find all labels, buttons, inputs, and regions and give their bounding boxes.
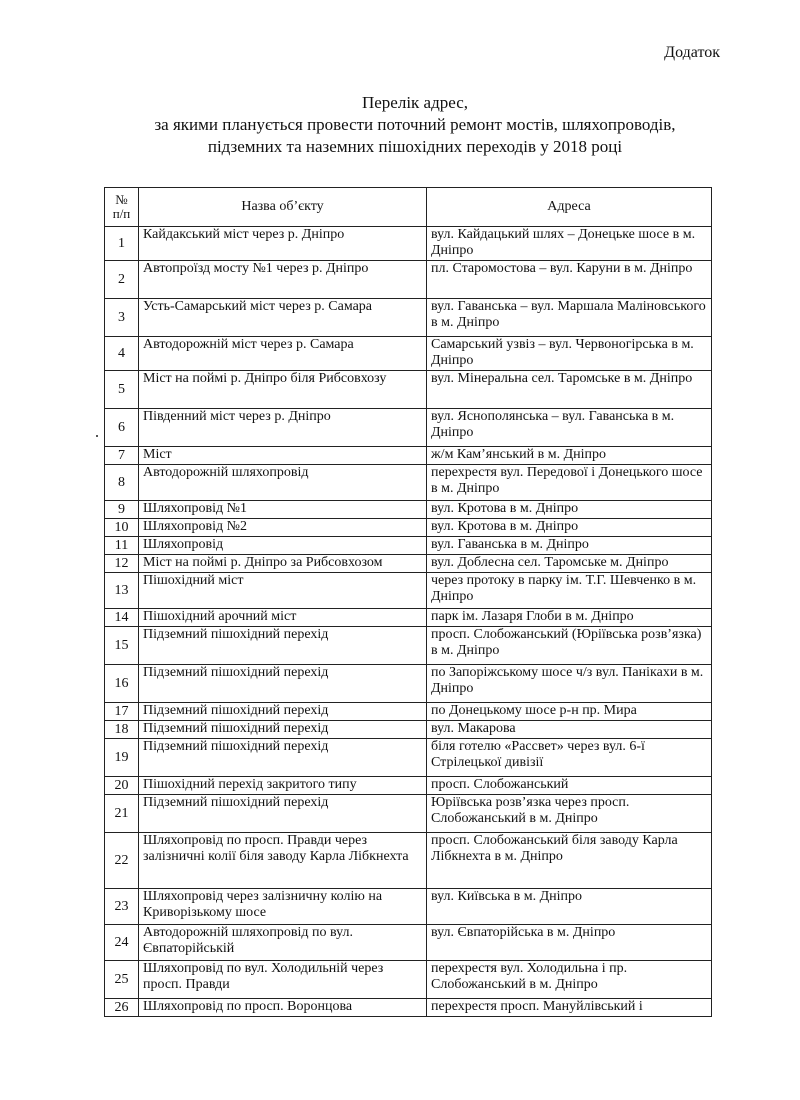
object-name: Шляхопровід №2: [139, 519, 427, 537]
title-line-3: підземних та наземних пішохідних переходів у 2018 році: [207, 137, 623, 156]
object-name: Автодорожній шляхопровід по вул. Євпаторійській: [139, 925, 427, 961]
object-address: вул. Кайдацький шлях – Донецьке шосе в м. Дніпро: [427, 227, 712, 261]
column-header-number-line-2: п/п: [112, 206, 131, 221]
object-address: вул. Макарова: [427, 721, 712, 739]
row-number: 15: [105, 627, 139, 665]
table-row: [105, 555, 712, 573]
row-number: 2: [105, 261, 139, 299]
row-number: 11: [105, 537, 139, 555]
table-row: [105, 227, 712, 261]
row-number: 17: [105, 703, 139, 721]
row-number: 3: [105, 299, 139, 337]
object-address: просп. Слобожанський біля заводу Карла Лібкнехта в м. Дніпро: [427, 833, 712, 889]
object-address: через протоку в парку ім. Т.Г. Шевченко в м. Дніпро: [427, 573, 712, 609]
object-address: вул. Доблесна сел. Таромське м. Дніпро: [427, 555, 712, 573]
row-number: 16: [105, 665, 139, 703]
object-address: вул. Мінеральна сел. Таромське в м. Дніпро: [427, 371, 712, 409]
object-name: Підземний пішохідний перехід: [139, 665, 427, 703]
table-row: [105, 739, 712, 777]
table-row: [105, 337, 712, 371]
object-address: перехрестя просп. Мануйлівський і: [427, 999, 712, 1017]
table-row: [105, 573, 712, 609]
address-table: [104, 187, 712, 1017]
object-address: Самарський узвіз – вул. Червоногірська в м. Дніпро: [427, 337, 712, 371]
table-row: [105, 465, 712, 501]
object-address: просп. Слобожанський (Юріївська розв’язка) в м. Дніпро: [427, 627, 712, 665]
table-row: [105, 537, 712, 555]
table-row: [105, 999, 712, 1017]
object-name: Шляхопровід через залізничну колію на Криворізькому шосе: [139, 889, 427, 925]
table-header-row: [105, 188, 712, 227]
table-body: [105, 227, 712, 1017]
object-name: Підземний пішохідний перехід: [139, 795, 427, 833]
table-row: [105, 609, 712, 627]
object-address: ж/м Кам’янський в м. Дніпро: [427, 447, 712, 465]
row-number: 9: [105, 501, 139, 519]
row-number: 26: [105, 999, 139, 1017]
object-address: вул. Гаванська в м. Дніпро: [427, 537, 712, 555]
object-name: Підземний пішохідний перехід: [139, 721, 427, 739]
table-row: [105, 721, 712, 739]
object-address: пл. Старомостова – вул. Каруни в м. Дніпро: [427, 261, 712, 299]
table-row: [105, 961, 712, 999]
table-row: [105, 925, 712, 961]
object-name: Підземний пішохідний перехід: [139, 703, 427, 721]
object-address: вул. Євпаторійська в м. Дніпро: [427, 925, 712, 961]
object-name: Автодорожній міст через р. Самара: [139, 337, 427, 371]
row-number: 13: [105, 573, 139, 609]
object-address: вул. Кротова в м. Дніпро: [427, 519, 712, 537]
table-row: [105, 299, 712, 337]
title-line-2: за якими планується провести поточний ремонт мостів, шляхопроводів,: [154, 115, 676, 134]
table-row: [105, 703, 712, 721]
object-name: Пішохідний арочний міст: [139, 609, 427, 627]
row-number: 23: [105, 889, 139, 925]
row-number: 12: [105, 555, 139, 573]
document-title: [0, 92, 800, 158]
object-address: перехрестя вул. Передової і Донецького шосе в м. Дніпро: [427, 465, 712, 501]
table-row: [105, 447, 712, 465]
object-address: вул. Яснополянська – вул. Гаванська в м. Дніпро: [427, 409, 712, 447]
row-number: 7: [105, 447, 139, 465]
object-name: Шляхопровід №1: [139, 501, 427, 519]
column-header-number: [105, 188, 139, 227]
scan-speck: [96, 435, 98, 437]
object-address: по Запоріжському шосе ч/з вул. Панікахи в м. Дніпро: [427, 665, 712, 703]
object-address: біля готелю «Рассвет» через вул. 6-ї Стрілецької дивізії: [427, 739, 712, 777]
object-name: Кайдакський міст через р. Дніпро: [139, 227, 427, 261]
row-number: 4: [105, 337, 139, 371]
row-number: 5: [105, 371, 139, 409]
object-address: по Донецькому шосе р-н пр. Мира: [427, 703, 712, 721]
row-number: 19: [105, 739, 139, 777]
table-row: [105, 889, 712, 925]
object-name: Пішохідний перехід закритого типу: [139, 777, 427, 795]
object-address: парк ім. Лазаря Глоби в м. Дніпро: [427, 609, 712, 627]
object-name: Міст на поймі р. Дніпро за Рибсовхозом: [139, 555, 427, 573]
object-address: Юріївська розв’язка через просп. Слобожанський в м. Дніпро: [427, 795, 712, 833]
table-row: [105, 627, 712, 665]
table-row: [105, 795, 712, 833]
column-header-address: Адреса: [427, 188, 712, 227]
table-row: [105, 833, 712, 889]
row-number: 14: [105, 609, 139, 627]
row-number: 8: [105, 465, 139, 501]
object-name: Шляхопровід: [139, 537, 427, 555]
row-number: 24: [105, 925, 139, 961]
appendix-label: Додаток: [664, 44, 720, 61]
table-row: [105, 261, 712, 299]
object-name: Міст: [139, 447, 427, 465]
object-name: Міст на поймі р. Дніпро біля Рибсовхозу: [139, 371, 427, 409]
object-address: перехрестя вул. Холодильна і пр. Слобожанський в м. Дніпро: [427, 961, 712, 999]
object-name: Шляхопровід по просп. Воронцова: [139, 999, 427, 1017]
row-number: 18: [105, 721, 139, 739]
object-name: Підземний пішохідний перехід: [139, 739, 427, 777]
object-address: просп. Слобожанський: [427, 777, 712, 795]
row-number: 10: [105, 519, 139, 537]
object-name: Шляхопровід по вул. Холодильній через просп. Правди: [139, 961, 427, 999]
object-name: Шляхопровід по просп. Правди через залізничні колії біля заводу Карла Лібкнехта: [139, 833, 427, 889]
table-row: [105, 665, 712, 703]
table-row: [105, 371, 712, 409]
title-line-1: Перелік адрес,: [361, 93, 469, 112]
object-name: Усть-Самарський міст через р. Самара: [139, 299, 427, 337]
row-number: 21: [105, 795, 139, 833]
row-number: 25: [105, 961, 139, 999]
column-header-name: Назва об’єкту: [139, 188, 427, 227]
object-name: Підземний пішохідний перехід: [139, 627, 427, 665]
column-header-number-line-1: №: [115, 192, 128, 207]
row-number: 20: [105, 777, 139, 795]
object-address: вул. Київська в м. Дніпро: [427, 889, 712, 925]
object-address: вул. Гаванська – вул. Маршала Маліновського в м. Дніпро: [427, 299, 712, 337]
table-row: [105, 519, 712, 537]
object-name: Пішохідний міст: [139, 573, 427, 609]
row-number: 6: [105, 409, 139, 447]
table-row: [105, 409, 712, 447]
object-name: Автодорожній шляхопровід: [139, 465, 427, 501]
object-address: вул. Кротова в м. Дніпро: [427, 501, 712, 519]
row-number: 1: [105, 227, 139, 261]
object-name: Автопроїзд мосту №1 через р. Дніпро: [139, 261, 427, 299]
object-name: Південний міст через р. Дніпро: [139, 409, 427, 447]
row-number: 22: [105, 833, 139, 889]
table-row: [105, 777, 712, 795]
table-row: [105, 501, 712, 519]
